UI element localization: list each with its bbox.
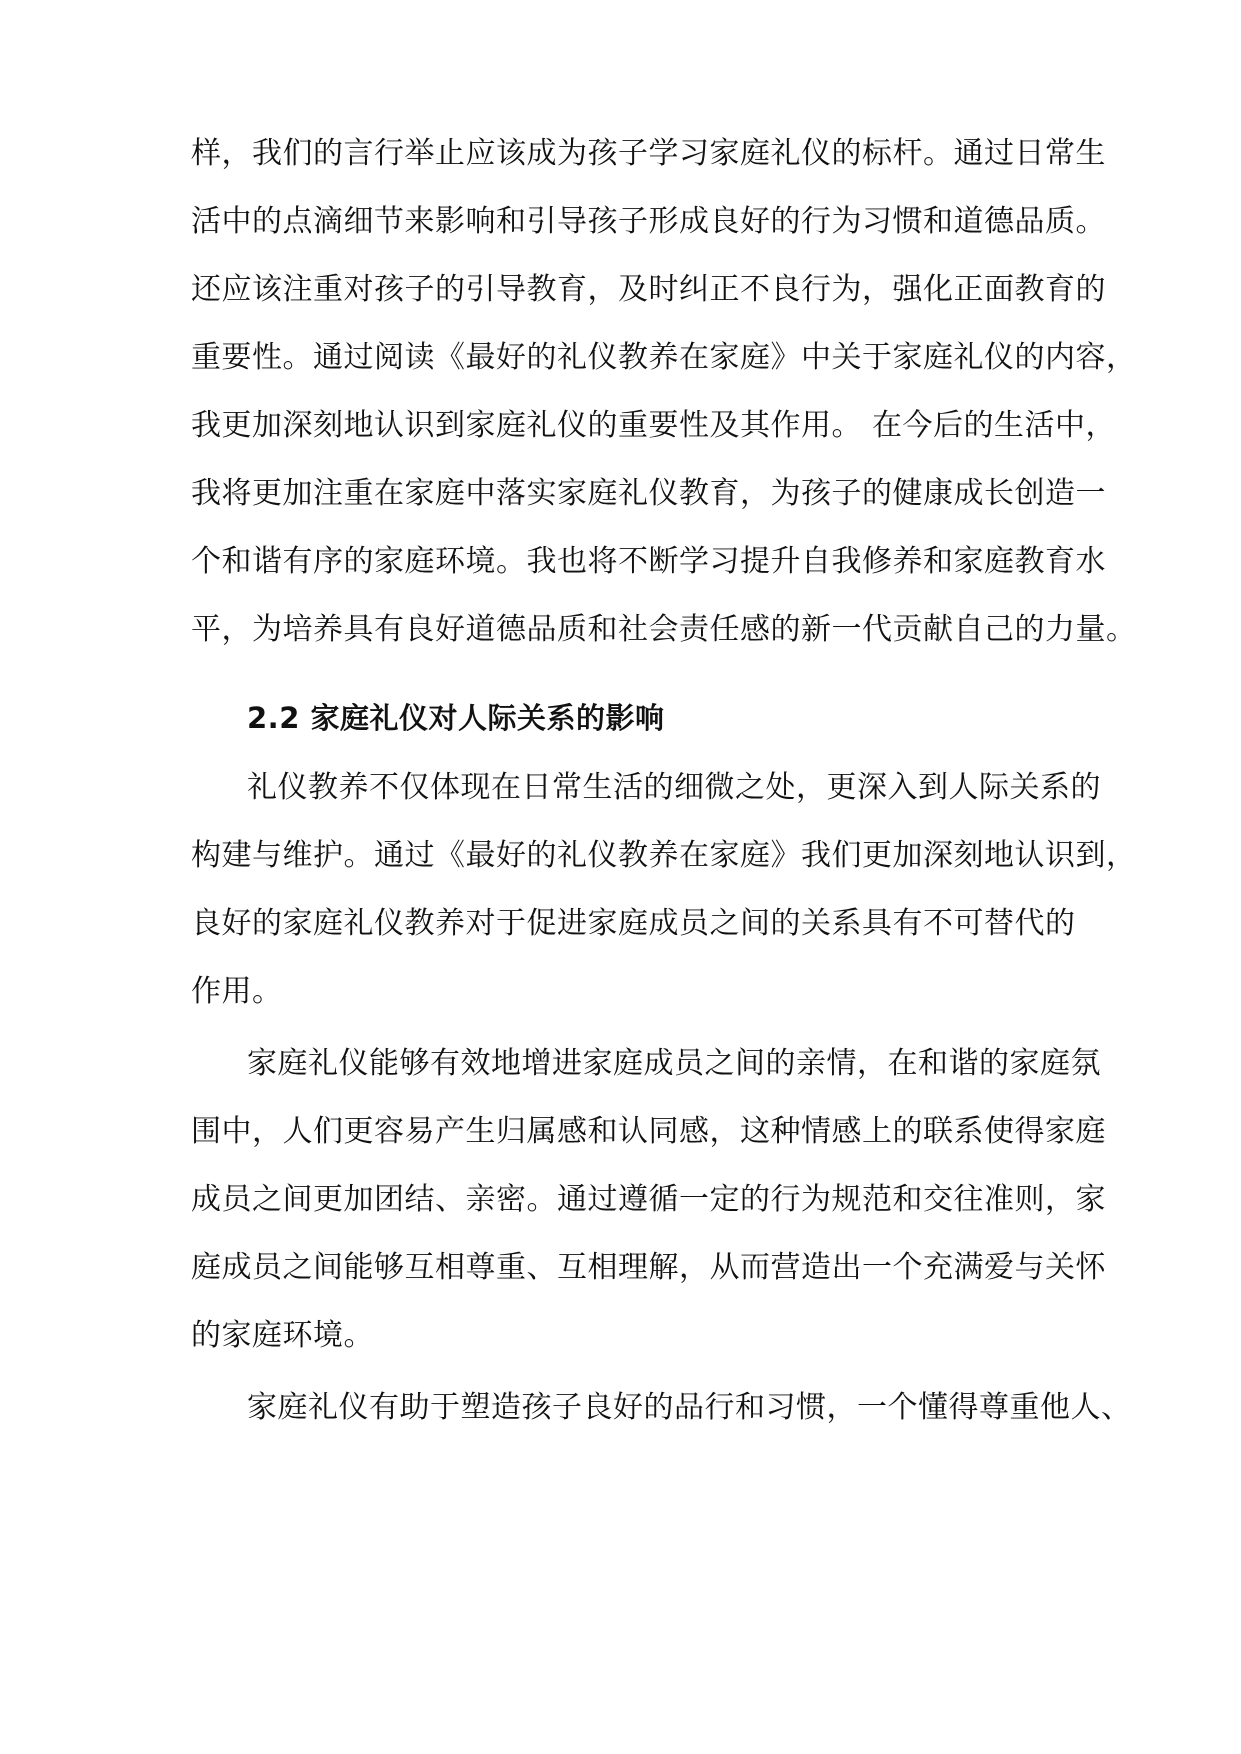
text-line: 样，我们的言行举止应该成为孩子学习家庭礼仪的标杆。通过日常生 [191, 136, 1106, 171]
text-line: 成员之间更加团结、亲密。通过遵循一定的行为规范和交往准则，家 [191, 1182, 1106, 1217]
text-line: 家庭礼仪有助于塑造孩子良好的品行和习惯，一个懂得尊重他人、 [247, 1390, 1132, 1425]
text-line: 平，为培养具有良好道德品质和社会责任感的新一代贡献自己的力量。 [191, 612, 1137, 647]
text-line: 家庭礼仪能够有效地增进家庭成员之间的亲情，在和谐的家庭氛 [247, 1046, 1101, 1081]
text-line: 的家庭环境。 [191, 1318, 374, 1353]
text-line: 我更加深刻地认识到家庭礼仪的重要性及其作用。 在今后的生活中， [191, 408, 1117, 443]
section-heading: 2.2 家庭礼仪对人际关系的影响 [247, 701, 665, 735]
text-line: 重要性。通过阅读《最好的礼仪教养在家庭》中关于家庭礼仪的内容， [191, 340, 1137, 375]
text-line: 个和谐有序的家庭环境。我也将不断学习提升自我修养和家庭教育水 [191, 544, 1106, 579]
text-line: 构建与维护。通过《最好的礼仪教养在家庭》我们更加深刻地认识到， [191, 838, 1137, 873]
text-line: 庭成员之间能够互相尊重、互相理解，从而营造出一个充满爱与关怀 [191, 1250, 1106, 1285]
text-line: 礼仪教养不仅体现在日常生活的细微之处，更深入到人际关系的 [247, 770, 1101, 805]
text-line: 作用。 [191, 974, 283, 1009]
text-line: 良好的家庭礼仪教养对于促进家庭成员之间的关系具有不可替代的 [191, 906, 1076, 941]
text-line: 活中的点滴细节来影响和引导孩子形成良好的行为习惯和道德品质。 [191, 204, 1106, 239]
text-line: 还应该注重对孩子的引导教育，及时纠正不良行为，强化正面教育的 [191, 272, 1106, 307]
text-line: 我将更加注重在家庭中落实家庭礼仪教育，为孩子的健康成长创造一 [191, 476, 1106, 511]
text-line: 围中，人们更容易产生归属感和认同感，这种情感上的联系使得家庭 [191, 1114, 1106, 1149]
